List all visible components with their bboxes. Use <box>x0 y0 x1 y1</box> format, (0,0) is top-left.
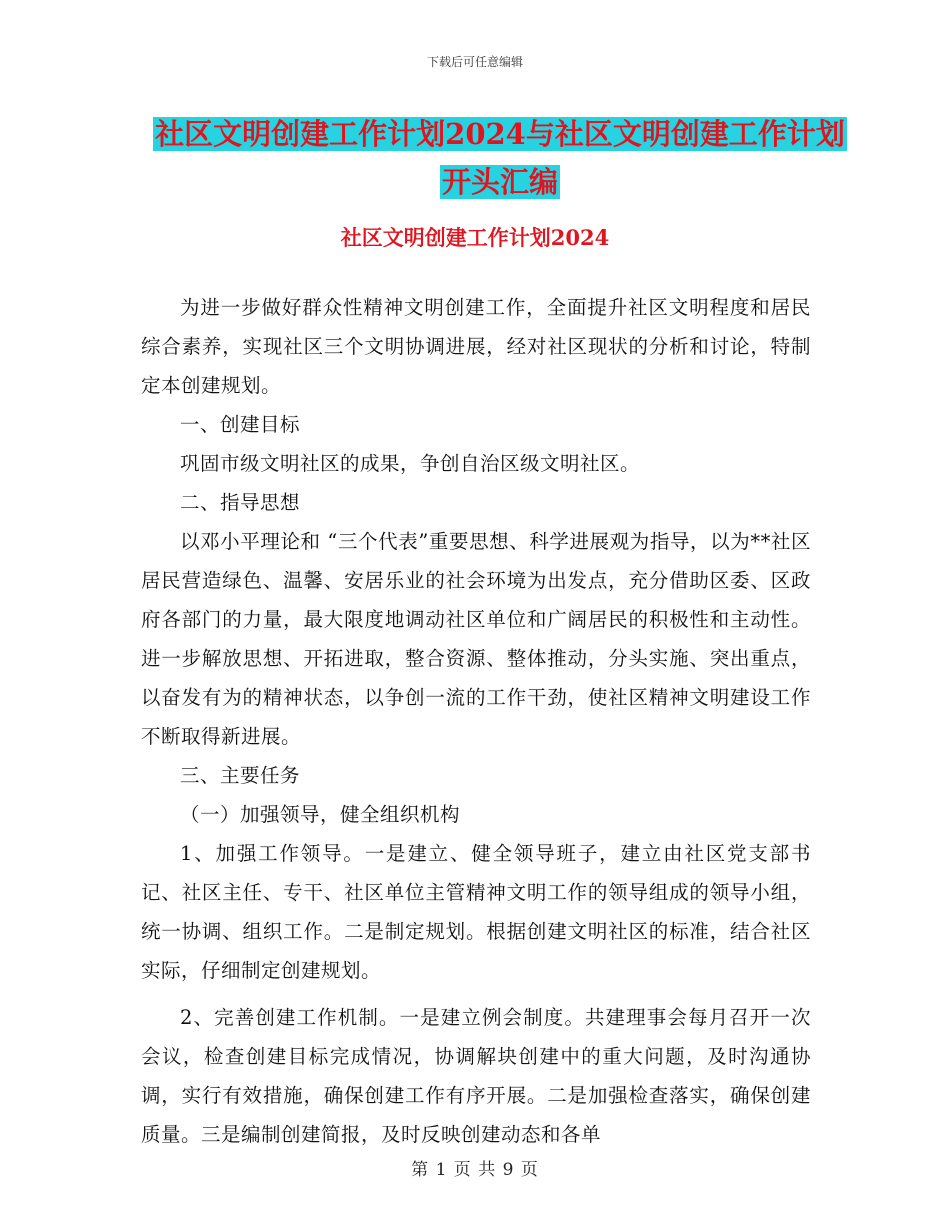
heading-goal: 一、创建目标 <box>180 413 301 436</box>
paragraph-intro: 为进一步做好群众性精神文明创建工作，全面提升社区文明程度和居民综合素养，实现社区三个文明协调进展，经对社区现状的分析和讨论，特制定本创建规划。 <box>141 296 811 397</box>
heading-guiding-thought: 二、指导思想 <box>180 491 301 514</box>
paragraph-task-2: 2、完善创建工作机制。一是建立例会制度。共建理事会每月召开一次会议，检查创建目标完成情况，协调解块创建中的重大问题，及时沟通协调，实行有效措施，确保创建工作有序开展。二是加强检查落实，确保创建质量。三是编制创建简报，及时反映创建动态和各单 <box>141 1006 811 1146</box>
paragraph-guiding-thought: 以邓小平理论和 “三个代表”重要思想、科学进展观为指导，以为**社区居民营造绿色、温馨、安居乐业的社会环境为出发点，充分借助区委、区政府各部门的力量，最大限度地调动社区单位和广阔居民的积极性和主动性。进一步解放思想、开拓进取，整合资源、整体推动，分头实施、突出重点，以奋发有为的精神状态，以争创一流的工作干劲，使社区精神文明建设工作不断取得新进展。 <box>141 530 811 748</box>
document-title <box>140 110 860 206</box>
heading-main-tasks: 三、主要任务 <box>180 764 301 787</box>
paragraph-goal: 巩固市级文明社区的成果，争创自治区级文明社区。 <box>180 452 641 475</box>
document-title-line2: 开头汇编 <box>441 165 558 199</box>
subheading-leadership: （一）加强领导，健全组织机构 <box>180 803 461 826</box>
document-body <box>141 288 811 1154</box>
section-title: 社区文明创建工作计划2024 <box>340 225 610 250</box>
page-number: 第 1 页 共 9 页 <box>411 1160 539 1180</box>
paragraph-task-1: 1、加强工作领导。一是建立、健全领导班子，建立由社区党支部书记、社区主任、专干、社区单位主管精神文明工作的领导组成的领导小组，统一协调、组织工作。二是制定规划。根据创建文明社区的标准，结合社区实际，仔细制定创建规划。 <box>141 842 811 982</box>
document-title-line1: 社区文明创建工作计划2024与社区文明创建工作计划 <box>155 117 845 151</box>
header-note: 下载后可任意编辑 <box>426 55 523 69</box>
